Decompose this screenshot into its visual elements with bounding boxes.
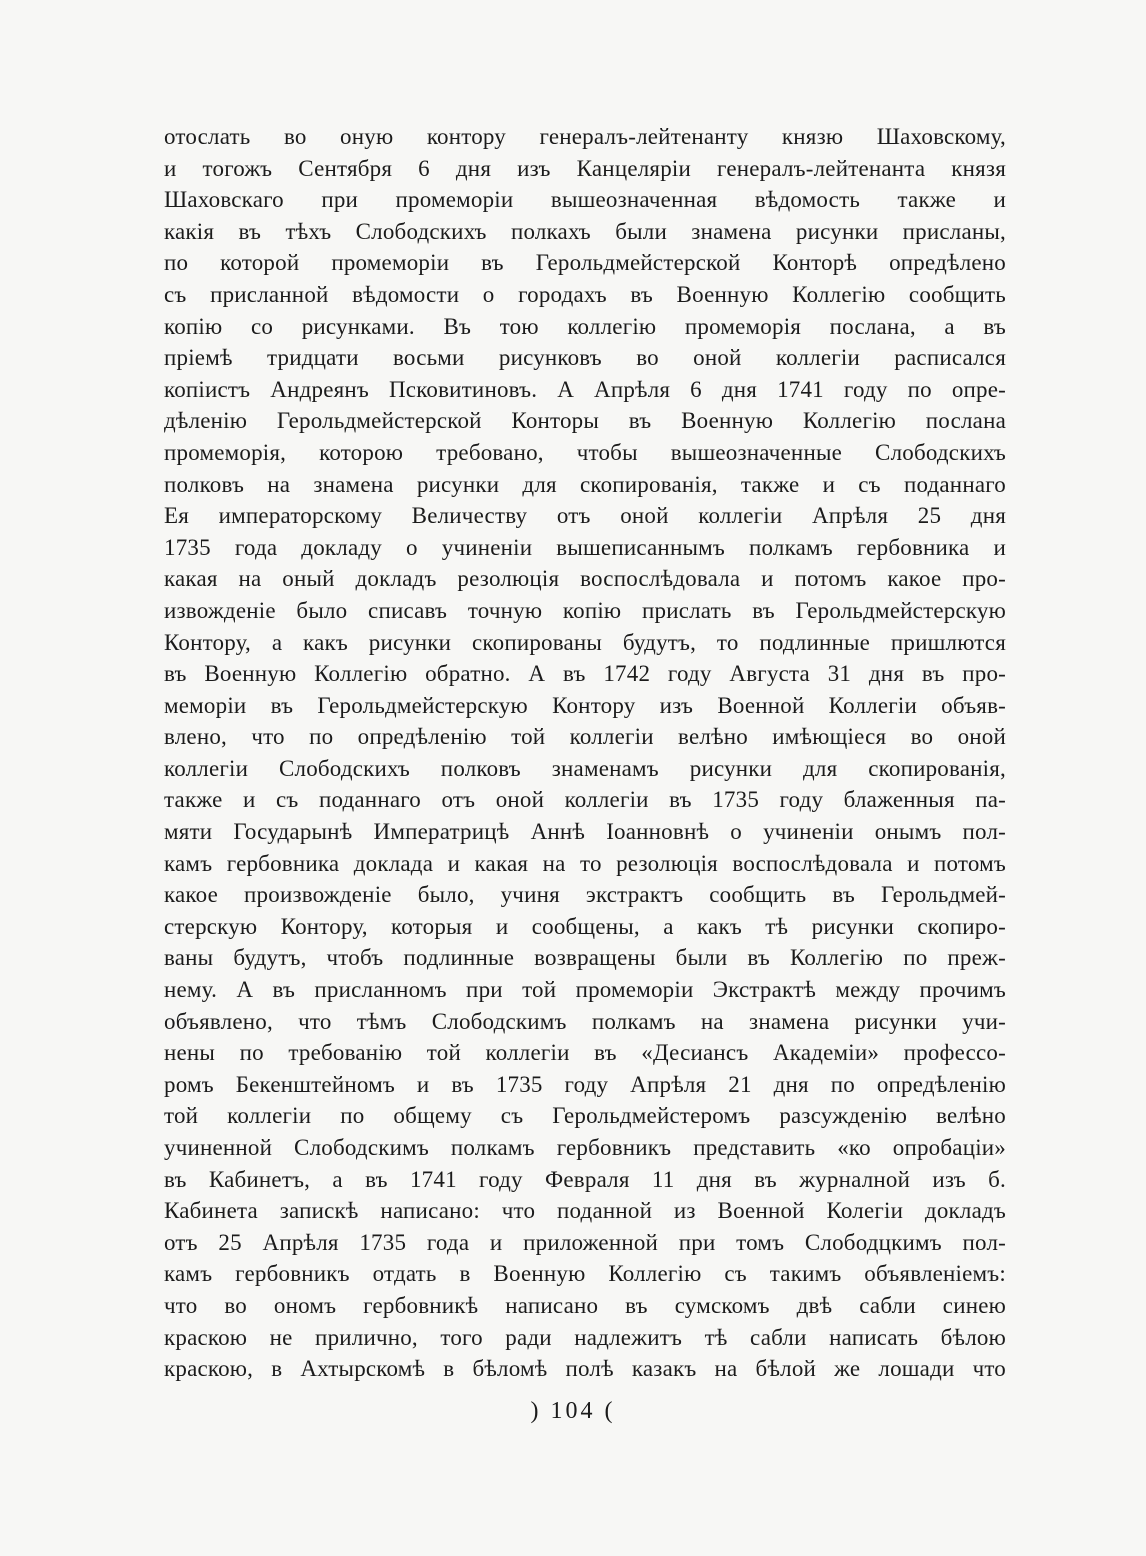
text-line: нему. А въ присланномъ при той промеморіи Экстрактѣ между прочимъ [164, 977, 1006, 1003]
text-line: также и съ поданнаго отъ оной коллегіи въ 1735 году блаженныя па- [164, 787, 1006, 813]
page-number: ) 104 ( [530, 1398, 616, 1424]
text-line: краскою, в Ахтырскомѣ в бѣломѣ полѣ казакъ на бѣлой же лошади что [164, 1356, 1006, 1382]
text-line: въ Военную Коллегію обратно. А въ 1742 году Августа 31 дня въ про- [164, 661, 1006, 687]
text-line: извожденіе было списавъ точную копію прислать въ Герольдмейстерскую [164, 597, 1006, 623]
text-line: копію со рисунками. Въ тою коллегію промеморія послана, а въ [164, 313, 1006, 339]
text-line: копіистъ Андреянъ Псковитиновъ. А Апрѣля 6 дня 1741 году по опре- [164, 376, 1006, 402]
text-line: камъ гербовника доклада и какая на то резолюція воспослѣдовала и потомъ [164, 850, 1006, 876]
text-line: съ присланной вѣдомости о городахъ въ Военную Коллегію сообщить [164, 281, 1006, 307]
text-line: стерскую Контору, которыя и сообщены, а какъ тѣ рисунки скопиро- [164, 913, 1006, 939]
text-line: камъ гербовникъ отдать в Военную Коллегію съ такимъ объявленіемъ: [164, 1261, 1006, 1287]
text-line: полковъ на знамена рисунки для скопированія, также и съ поданнаго [164, 471, 1006, 497]
text-line: отослать во оную контору генералъ-лейтенанту князю Шаховскому, [164, 124, 1006, 149]
text-line: ваны будутъ, чтобъ подлинные возвращены были въ Коллегію по преж- [164, 945, 1006, 971]
text-line: влено, что по опредѣленію той коллегіи велѣно имѣющіеся во оной [164, 724, 1006, 750]
text-line: объявлено, что тѣмъ Слободскимъ полкамъ на знамена рисунки учи- [164, 1008, 1006, 1034]
body-text [164, 121, 1006, 1385]
text-line: отъ 25 Апрѣля 1735 года и приложенной при томъ Слободцкимъ пол- [164, 1229, 1006, 1255]
text-line: дѣленію Герольдмейстерской Конторы въ Военную Коллегію послана [164, 408, 1006, 434]
text-line: Контору, а какъ рисунки скопированы будутъ, то подлинные пришлются [164, 629, 1006, 655]
text-line: мяти Государынѣ Императрицѣ Аннѣ Іоанновнѣ о учиненіи онымъ пол- [164, 819, 1006, 845]
text-line: какое произвожденіе было, учиня экстрактъ сообщить въ Герольдмей- [164, 882, 1006, 908]
text-line: въ Кабинетъ, а въ 1741 году Февраля 11 дня въ журналной изъ б. [164, 1166, 1006, 1192]
text-line: пріемѣ тридцати восьми рисунковъ во оной коллегіи расписался [164, 345, 1006, 371]
text-line: меморіи въ Герольдмейстерскую Контору изъ Военной Коллегіи объяв- [164, 692, 1006, 718]
text-line: Шаховскаго при промеморіи вышеозначенная вѣдомость также и [164, 187, 1006, 213]
text-line: ромъ Бекенштейномъ и въ 1735 году Апрѣля 21 дня по опредѣленію [164, 1071, 1006, 1097]
text-line: промеморія, которою требовано, чтобы вышеозначенные Слободскихъ [164, 439, 1006, 465]
text-line: и тогожъ Сентября 6 дня изъ Канцеляріи генералъ-лейтенанта князя [164, 155, 1006, 181]
text-line: что во ономъ гербовникѣ написано въ сумскомъ двѣ сабли синею [164, 1292, 1006, 1318]
text-line: 1735 года докладу о учиненіи вышеписаннымъ полкамъ гербовника и [164, 534, 1006, 560]
text-line: какія въ тѣхъ Слободскихъ полкахъ были знамена рисунки присланы, [164, 218, 1006, 244]
text-line: Ея императорскому Величеству отъ оной коллегіи Апрѣля 25 дня [164, 503, 1006, 529]
text-line: по которой промеморіи въ Герольдмейстерской Конторѣ опредѣлено [164, 250, 1006, 276]
text-line: Кабинета запискѣ написано: что поданной из Военной Колегіи докладъ [164, 1198, 1006, 1224]
text-line: какая на оный докладъ резолюція воспослѣдовала и потомъ какое про- [164, 566, 1006, 592]
text-line: краскою не прилично, того ради надлежитъ тѣ сабли написать бѣлою [164, 1324, 1006, 1350]
text-line: учиненной Слободскимъ полкамъ гербовникъ представить «ко опробаціи» [164, 1135, 1006, 1160]
text-line: нены по требованію той коллегіи въ «Десиансъ Академіи» профессо- [164, 1040, 1006, 1066]
text-line: той коллегіи по общему съ Герольдмейстеромъ разсужденію велѣно [164, 1103, 1006, 1129]
text-line: коллегіи Слободскихъ полковъ знаменамъ рисунки для скопированія, [164, 755, 1006, 781]
